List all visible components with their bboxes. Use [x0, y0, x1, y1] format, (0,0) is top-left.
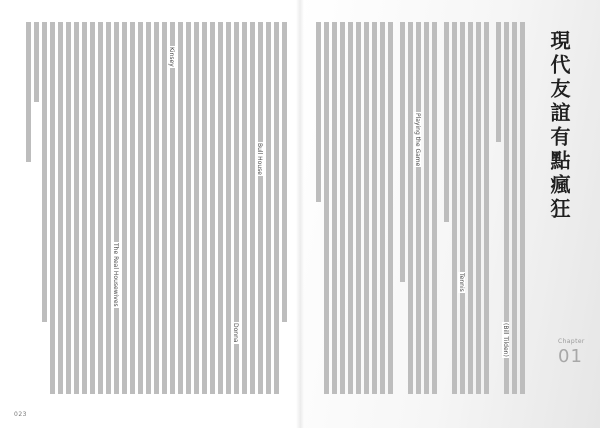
text-line: [74, 22, 79, 394]
text-snippet: Kinsey: [168, 47, 175, 67]
text-line: [484, 22, 489, 394]
text-snippet: Donna: [232, 323, 239, 343]
text-line: [372, 22, 377, 394]
text-line: [42, 22, 47, 322]
text-line: [460, 22, 465, 394]
chapter-label: Chapter: [558, 338, 585, 345]
text-line: [146, 22, 151, 394]
text-line: [496, 22, 501, 142]
text-line: [444, 22, 449, 222]
text-line: [332, 22, 337, 394]
text-line: [58, 22, 63, 394]
text-snippet: Playing the Game: [414, 113, 421, 167]
text-line: [218, 22, 223, 394]
text-line: [266, 22, 271, 394]
text-line: [468, 22, 473, 394]
right-page-text-block: [312, 22, 526, 394]
page-number: 023: [14, 411, 27, 418]
text-line: [274, 22, 279, 394]
text-line: [340, 22, 345, 394]
text-line: [130, 22, 135, 394]
text-line: [138, 22, 143, 394]
text-line: [178, 22, 183, 394]
text-line: [364, 22, 369, 394]
text-line: [154, 22, 159, 394]
text-line: [226, 22, 231, 394]
text-line: [424, 22, 429, 394]
text-snippet: Bull House: [256, 143, 263, 175]
text-line: [520, 22, 525, 394]
text-line: [170, 22, 175, 394]
text-line: [348, 22, 353, 394]
text-line: [26, 22, 31, 162]
text-line: [162, 22, 167, 394]
text-line: [282, 22, 287, 322]
text-line: [476, 22, 481, 394]
text-line: [186, 22, 191, 394]
text-line: [202, 22, 207, 394]
text-line: [194, 22, 199, 394]
text-snippet: The Real Housewives: [112, 243, 119, 307]
text-line: [432, 22, 437, 394]
text-line: [258, 22, 263, 394]
chapter-title: 現代友誼有點瘋狂: [547, 30, 571, 222]
text-line: [316, 22, 321, 202]
text-line: [408, 22, 413, 394]
text-line: [380, 22, 385, 394]
page-gutter: [296, 0, 304, 428]
text-line: [452, 22, 457, 394]
text-line: [416, 22, 421, 394]
text-snippet: (Bill Tilden): [502, 323, 509, 357]
text-line: [34, 22, 39, 102]
text-line: [122, 22, 127, 394]
chapter-number: 01: [558, 346, 583, 367]
text-line: [210, 22, 215, 394]
text-line: [242, 22, 247, 394]
text-line: [90, 22, 95, 394]
text-line: [98, 22, 103, 394]
text-line: [400, 22, 405, 282]
text-line: [66, 22, 71, 394]
left-page-text-block: [24, 22, 288, 394]
text-snippet: Tennis: [458, 273, 465, 292]
text-line: [388, 22, 393, 394]
text-line: [50, 22, 55, 394]
text-line: [512, 22, 517, 394]
text-line: [324, 22, 329, 394]
text-line: [250, 22, 255, 394]
text-line: [106, 22, 111, 394]
text-line: [356, 22, 361, 394]
text-line: [82, 22, 87, 394]
text-line: [114, 22, 119, 394]
